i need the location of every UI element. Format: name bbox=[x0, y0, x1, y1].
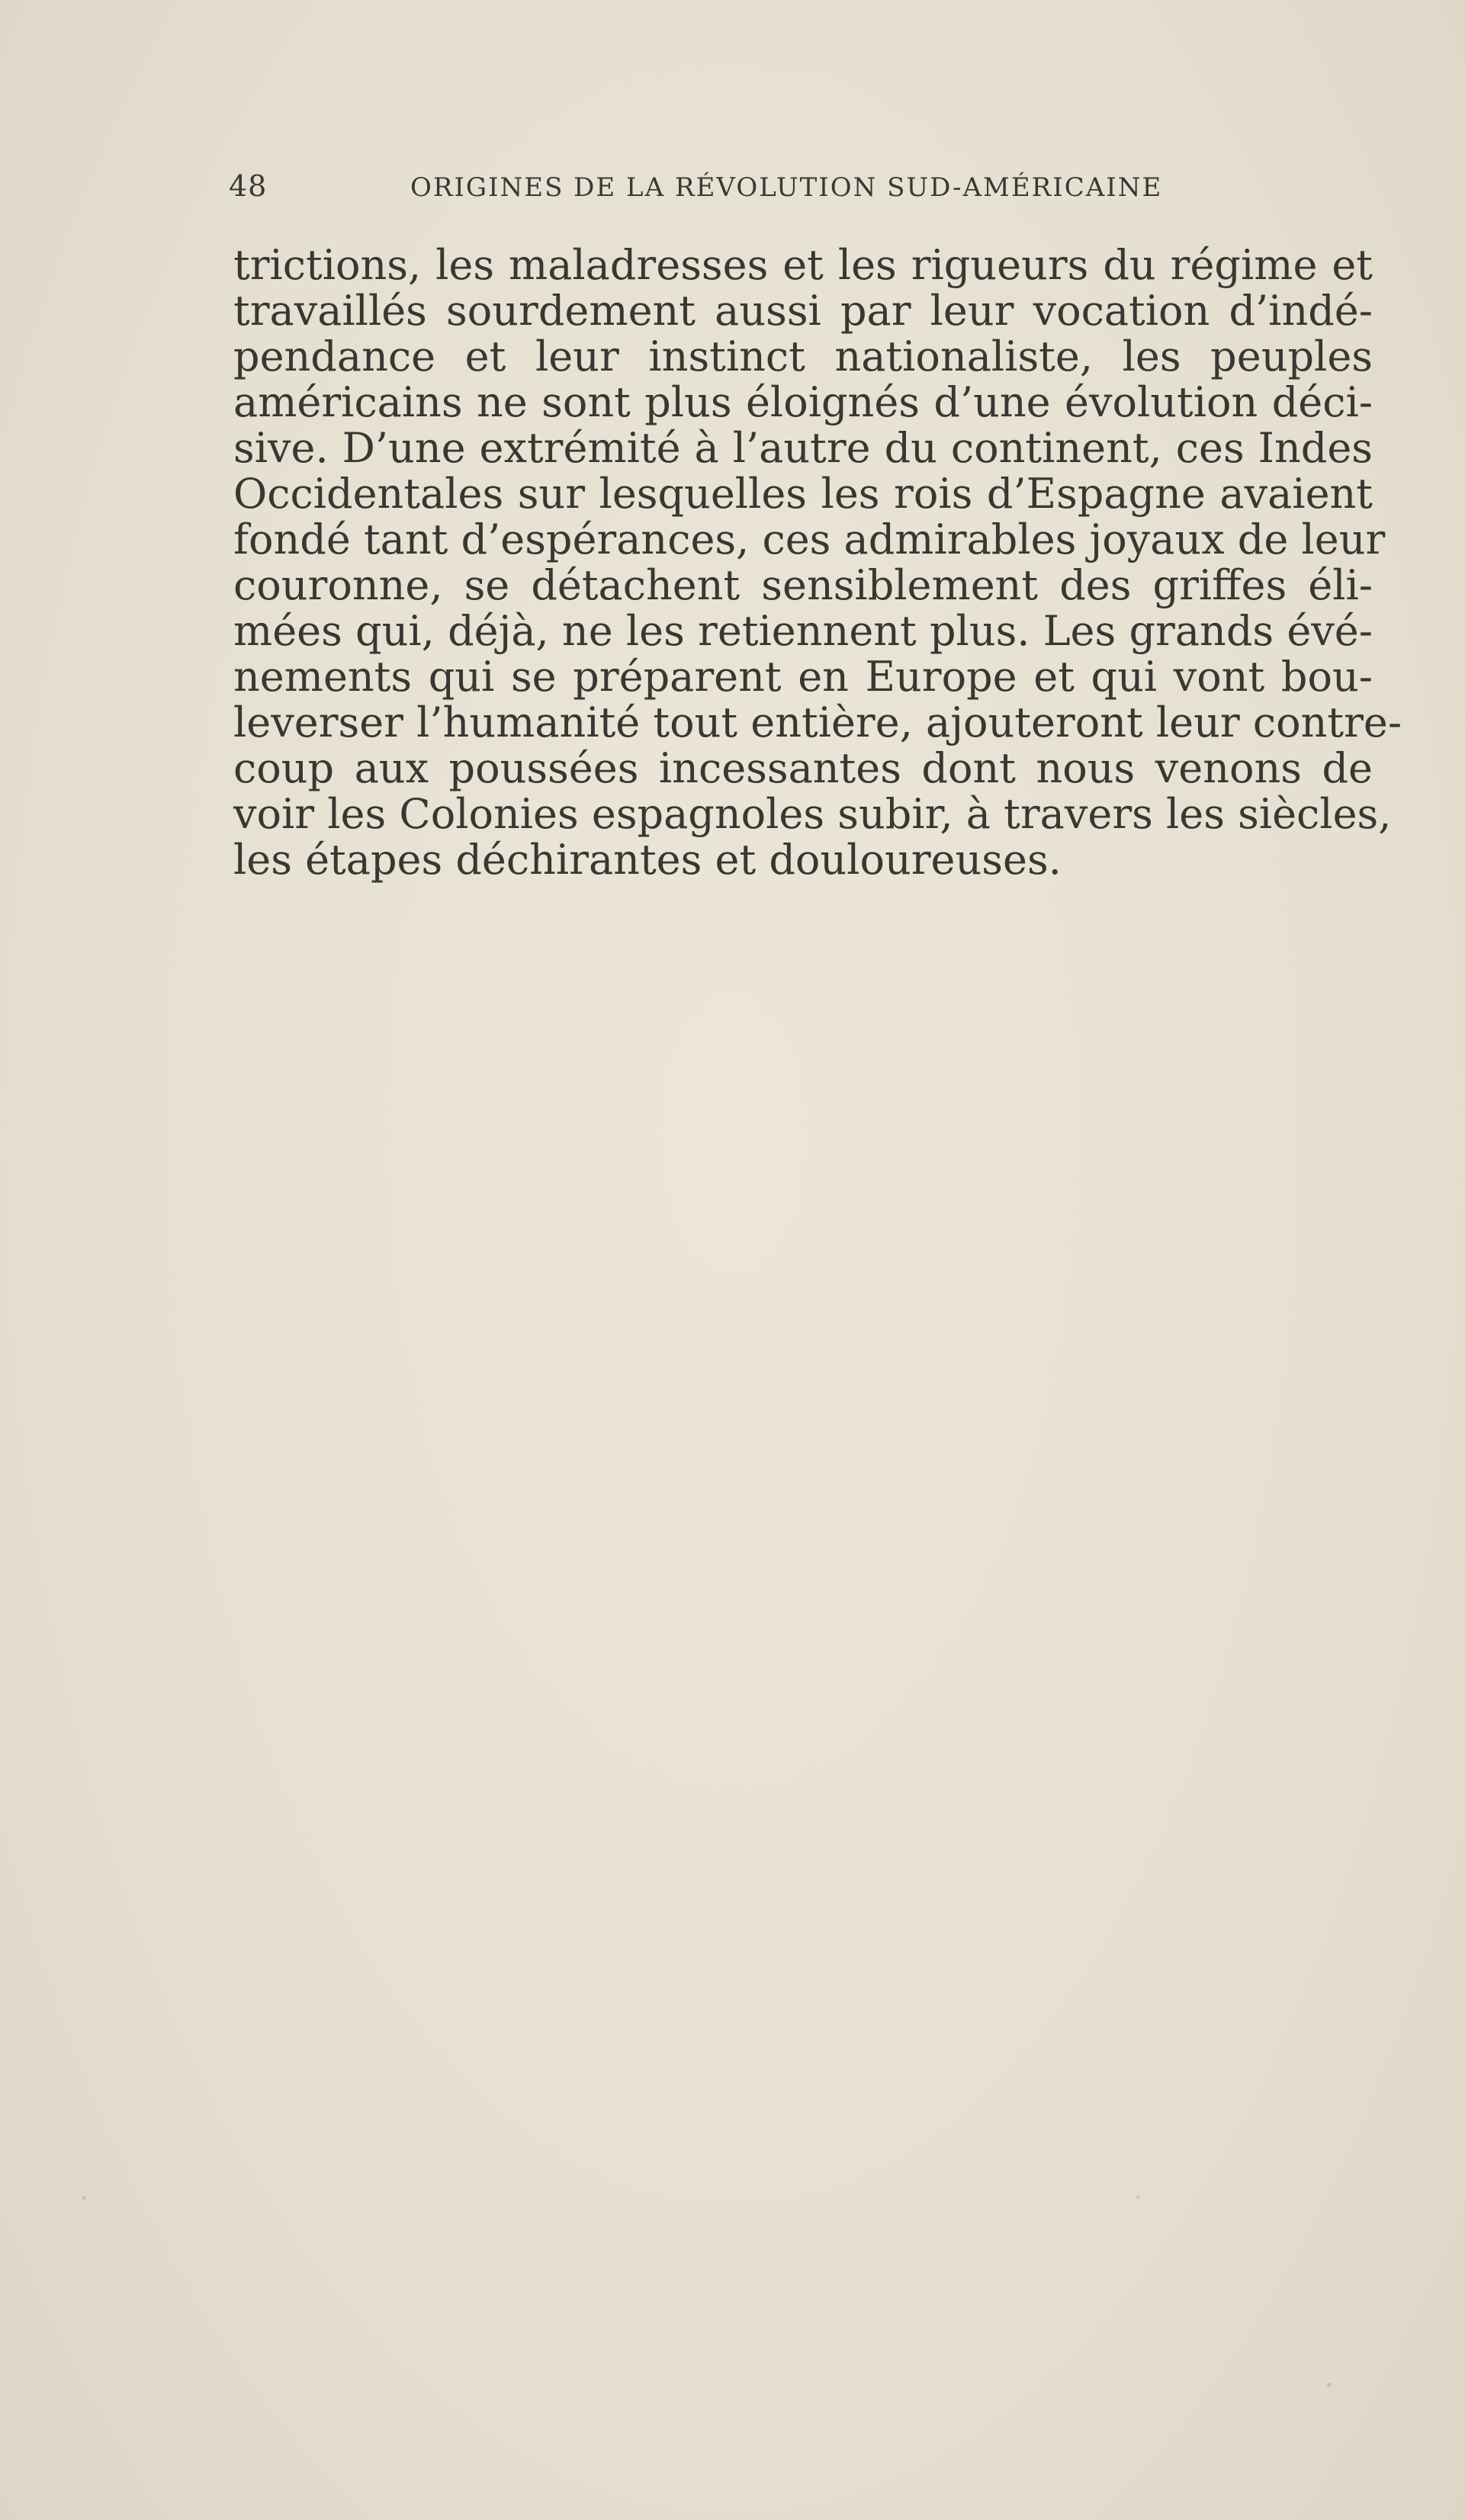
text-line: trictions, les maladresses et les rigueurs du régime et bbox=[233, 241, 1373, 289]
text-line: les étapes déchirantes et douloureuses. bbox=[233, 836, 1062, 884]
paper-speck bbox=[1327, 2383, 1332, 2387]
text-line: mées qui, déjà, ne les retiennent plus. Les grands évé- bbox=[233, 607, 1373, 655]
text-line: leverser l’humanité tout entière, ajouteront leur contre- bbox=[233, 698, 1402, 746]
text-line: coup aux poussées incessantes dont nous venons de bbox=[233, 744, 1373, 792]
text-line: travaillés sourdement aussi par leur vocation d’indé- bbox=[233, 287, 1373, 335]
text-line: pendance et leur instinct nationaliste, les peuples bbox=[233, 332, 1373, 380]
text-line: nements qui se préparent en Europe et qui vont bou- bbox=[233, 653, 1373, 701]
text-line: Occidentales sur lesquelles les rois d’Espagne avaient bbox=[233, 470, 1373, 518]
text-line: voir les Colonies espagnoles subir, à travers les siècles, bbox=[233, 790, 1392, 838]
running-head bbox=[229, 169, 1205, 215]
text-line: fondé tant d’espérances, ces admirables joyaux de leur bbox=[233, 515, 1386, 563]
text-line: sive. D’une extrémité à l’autre du continent, ces Indes bbox=[233, 424, 1373, 472]
paper-speck bbox=[82, 2196, 86, 2200]
body-paragraph bbox=[233, 241, 1402, 884]
text-line: couronne, se détachent sensiblement des griffes éli- bbox=[233, 561, 1373, 609]
text-line: américains ne sont plus éloignés d’une évolution déci- bbox=[233, 378, 1373, 426]
running-title: ORIGINES DE LA RÉVOLUTION SUD-AMÉRICAINE bbox=[410, 172, 1163, 203]
paper-speck bbox=[1136, 2196, 1139, 2199]
page-number: 48 bbox=[229, 169, 268, 203]
